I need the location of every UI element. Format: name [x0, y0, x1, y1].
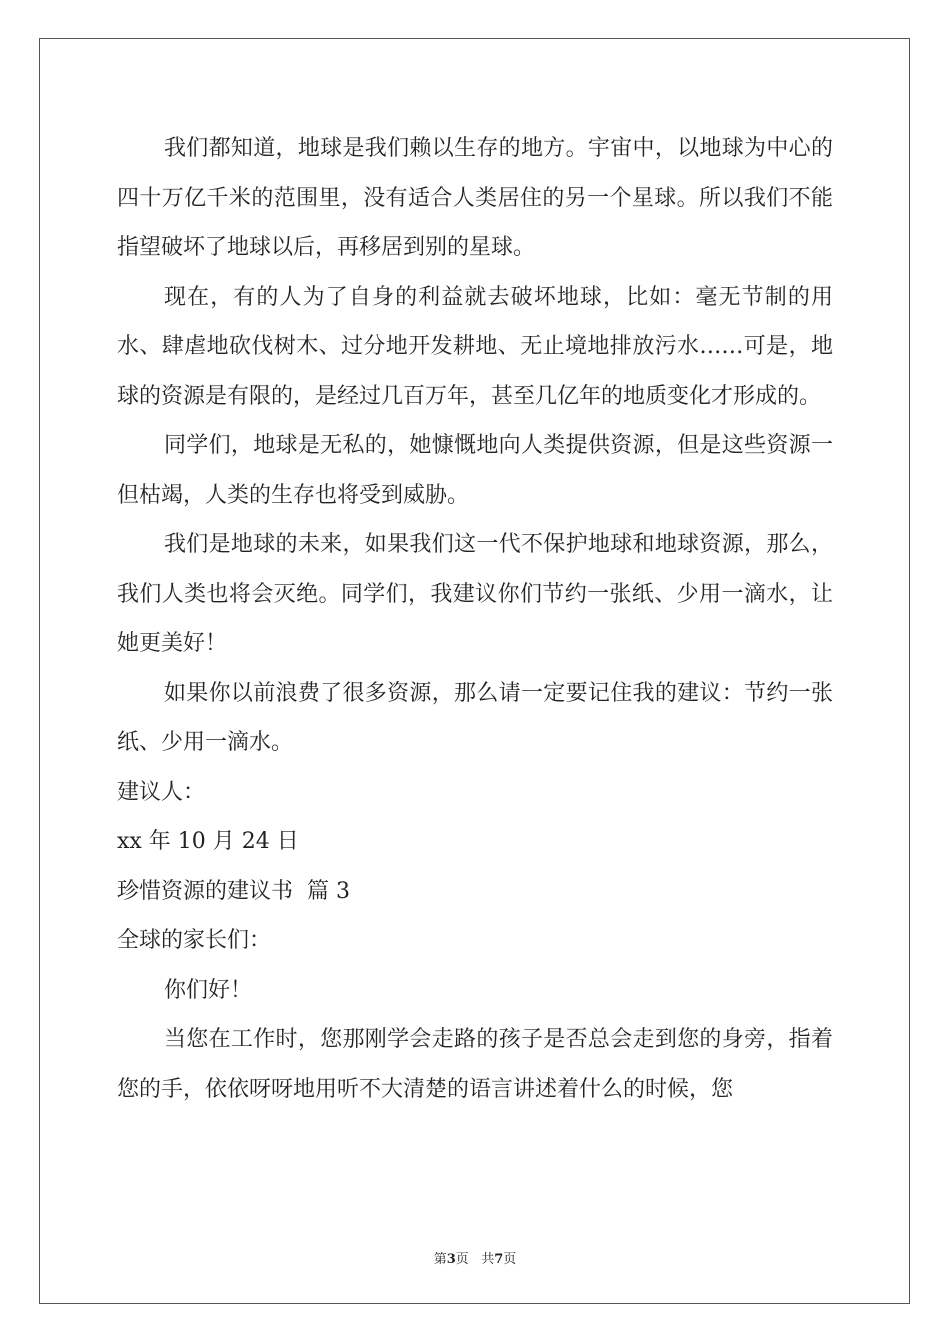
signature-date: xx 年 10 月 24 日	[117, 829, 299, 854]
footer-page-mid: 页 共	[455, 1252, 495, 1267]
footer-page-prefix: 第	[433, 1252, 447, 1267]
paragraph-6: 当您在工作时，您那刚学会走路的孩子是否总会走到您的身旁，指着您的手，依依呀呀地用听不大清楚的语言讲述着什么的时候，您	[117, 1027, 833, 1102]
page-footer	[0, 1248, 950, 1267]
paragraph-4: 我们是地球的未来，如果我们这一代不保护地球和地球资源，那么，我们人类也将会灭绝。同学们，我建议你们节约一张纸、少用一滴水，让她更美好！	[117, 532, 833, 656]
paragraph-1: 我们都知道，地球是我们赖以生存的地方。宇宙中，以地球为中心的四十万亿千米的范围里，没有适合人类居住的另一个星球。所以我们不能指望破坏了地球以后，再移居到别的星球。	[117, 136, 833, 260]
greeting: 你们好！	[164, 977, 253, 1003]
footer-page-suffix: 页	[503, 1252, 517, 1267]
document-body	[117, 124, 833, 1114]
paragraph-2: 现在，有的人为了自身的利益就去破坏地球，比如：毫无节制的用水、肆虐地砍伐树木、过分地开发耕地、无止境地排放污水……可是，地球的资源是有限的，是经过几百万年，甚至几亿年的地质变化才形成的。	[117, 284, 833, 409]
paragraph-3: 同学们，地球是无私的，她慷慨地向人类提供资源，但是这些资源一但枯竭，人类的生存也将受到威胁。	[117, 433, 833, 508]
salutation: 全球的家长们：	[117, 928, 272, 953]
section-title: 珍惜资源的建议书 篇 3	[117, 878, 350, 904]
footer-page-number: 3	[446, 1252, 456, 1267]
proposer-label: 建议人：	[117, 779, 206, 805]
paragraph-5: 如果你以前浪费了很多资源，那么请一定要记住我的建议：节约一张纸、少用一滴水。	[117, 680, 833, 755]
footer-total-pages: 7	[494, 1252, 504, 1267]
